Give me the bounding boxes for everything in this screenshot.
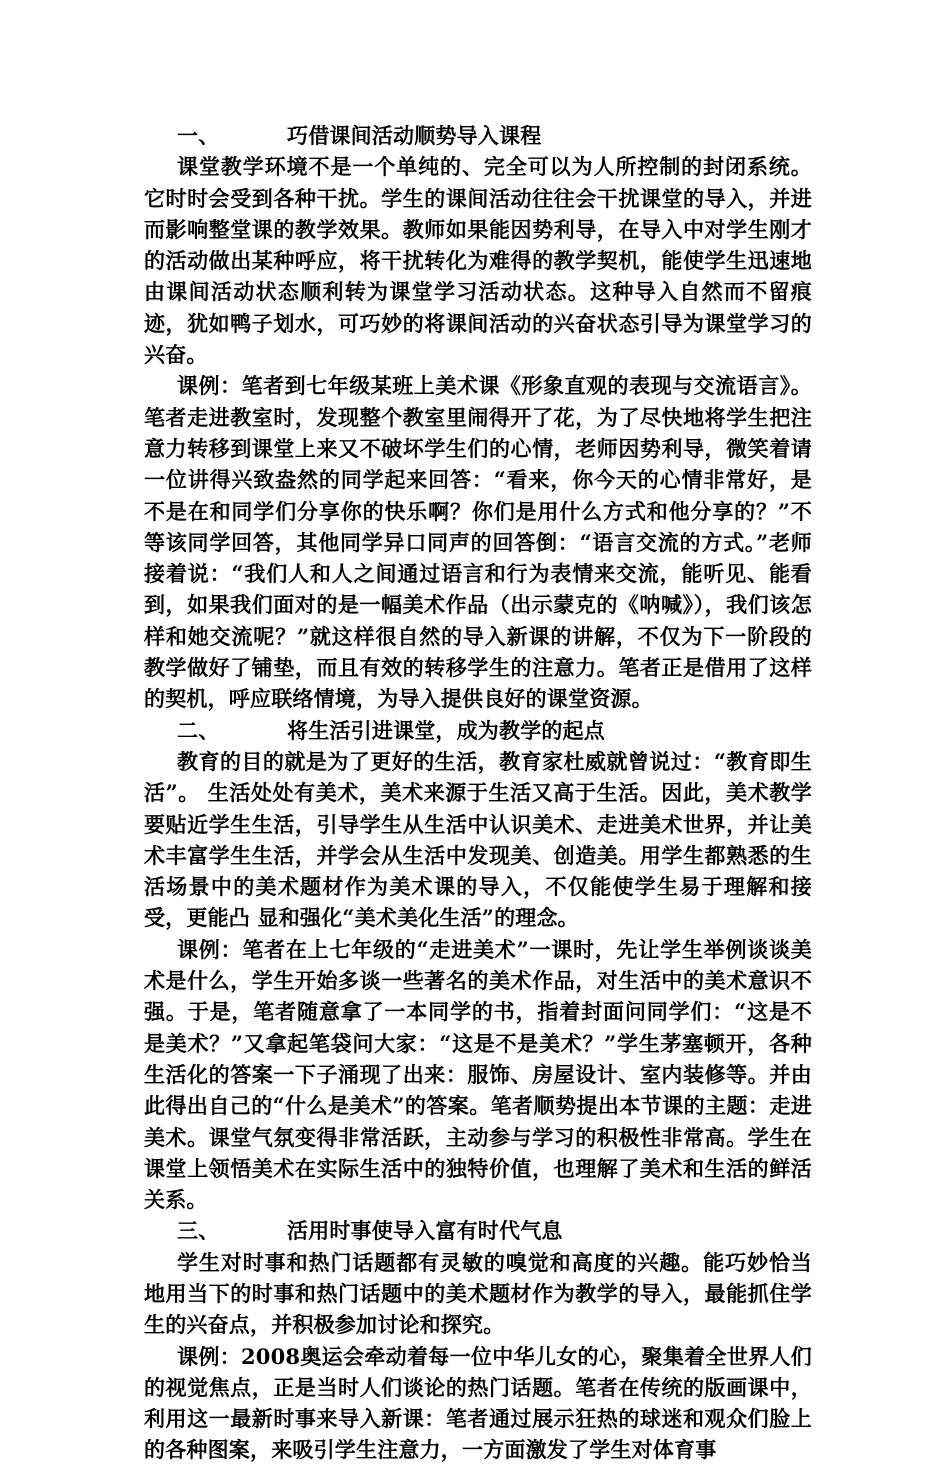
paragraph: 课例：笔者到七年级某班上美术课《形象直观的表现与交流语言》。 笔者走进教室时，发现整个教室里闹得开了花，为了尽快地将学生把注意力转移到课堂上来又不破坏学生们的心情，老师因势利导，微笑着请一位讲得兴致盎然的同学起来回答：“看来，你今天的心情非常好，是不是在和同学们分享你的快乐啊？你们是用什么方式和他分享的？”不等该同学回答，其他同学异口同声的回答倒：“语言交流的方式。”老师接着说：“我们人和人之间通过语言和行为表情来交流，能听见、能看到，如果我们面对的是一幅美术作品（出示蒙克的《呐喊》），我们该怎样和她交流呢？”就这样很自然的导入新课的讲解，不仅为下一阶段的教学做好了铺垫，而且有效的转移学生的注意力。笔者正是借用了这样的契机，呼应联络情境，为导入提供良好的课堂资源。 bbox=[144, 373, 812, 712]
section-number: 一、 bbox=[177, 123, 220, 148]
section-heading-3 bbox=[144, 1215, 812, 1246]
section-number: 二、 bbox=[177, 717, 220, 743]
paragraph: 课例：2008奥运会牵动着每一位中华儿女的心，聚集着全世界人们的视觉焦点，正是当时人们谈论的热门话题。笔者在传统的版画课中，利用这一最新时事来导入新课：笔者通过展示狂热的球迷和观众们脸上的各种图案，来吸引学生注意力，一方面激发了学生对体育事 bbox=[144, 1343, 812, 1463]
section-title: 巧借课间活动顺势导入课程 bbox=[287, 123, 542, 148]
paragraph: 学生对时事和热门话题都有灵敏的嗅觉和高度的兴趣。能巧妙恰当地用当下的时事和热门话题中的美术题材作为教学的导入，最能抓住学生的兴奋点，并积极参加讨论和探究。 bbox=[144, 1249, 812, 1338]
section-title: 将生活引进课堂，成为教学的起点 bbox=[287, 717, 605, 743]
section-heading-1 bbox=[144, 120, 812, 151]
document-page bbox=[144, 120, 812, 1466]
paragraph: 课堂教学环境不是一个单纯的、完全可以为人所控制的封闭系统。它时时会受到各种干扰。学生的课间活动往往会干扰课堂的导入，并进而影响整堂课的教学效果。教师如果能因势利导，在导入中对学生刚才的活动做出某种呼应，将干扰转化为难得的教学契机，能使学生迅速地由课间活动状态顺利转为课堂学习活动状态。这种导入自然而不留痕迹，犹如鸭子划水，可巧妙的将课间活动的兴奋状态引导为课堂学习的兴奋。 bbox=[144, 154, 812, 368]
section-number: 三、 bbox=[177, 1218, 220, 1244]
paragraph: 课例：笔者在上七年级的“走进美术”一课时，先让学生举例谈谈美术是什么，学生开始多谈一些著名的美术作品，对生活中的美术意识不强。于是，笔者随意拿了一本同学的书，指着封面问同学们：“这是不是美术？”又拿起笔袋问大家：“这是不是美术？”学生茅塞顿开，各种生活化的答案一下子涌现了出来：服饰、房屋设计、室内装修等。并由此得出自己的“什么是美术”的答案。笔者顺势提出本节课的主题：走进美术。课堂气氛变得非常活跃，主动参与学习的积极性非常高。学生在课堂上领悟美术在实际生活中的独特价值，也理解了美术和生活的鲜活关系。 bbox=[144, 936, 812, 1213]
section-heading-2 bbox=[144, 715, 812, 746]
section-title: 活用时事使导入富有时代气息 bbox=[287, 1218, 563, 1244]
paragraph: 教育的目的就是为了更好的生活，教育家杜威就曾说过：“教育即生活”。 生活处处有美术，美术来源于生活又高于生活。因此，美术教学要贴近学生生活，引导学生从生活中认识美术、走进美术世界，并让美术丰富学生生活，并学会从生活中发现美、创造美。用学生都熟悉的生活场景中的美术题材作为美术课的导入，不仅能使学生易于理解和接受，更能凸 显和强化“美术美化生活”的理念。 bbox=[144, 748, 812, 931]
